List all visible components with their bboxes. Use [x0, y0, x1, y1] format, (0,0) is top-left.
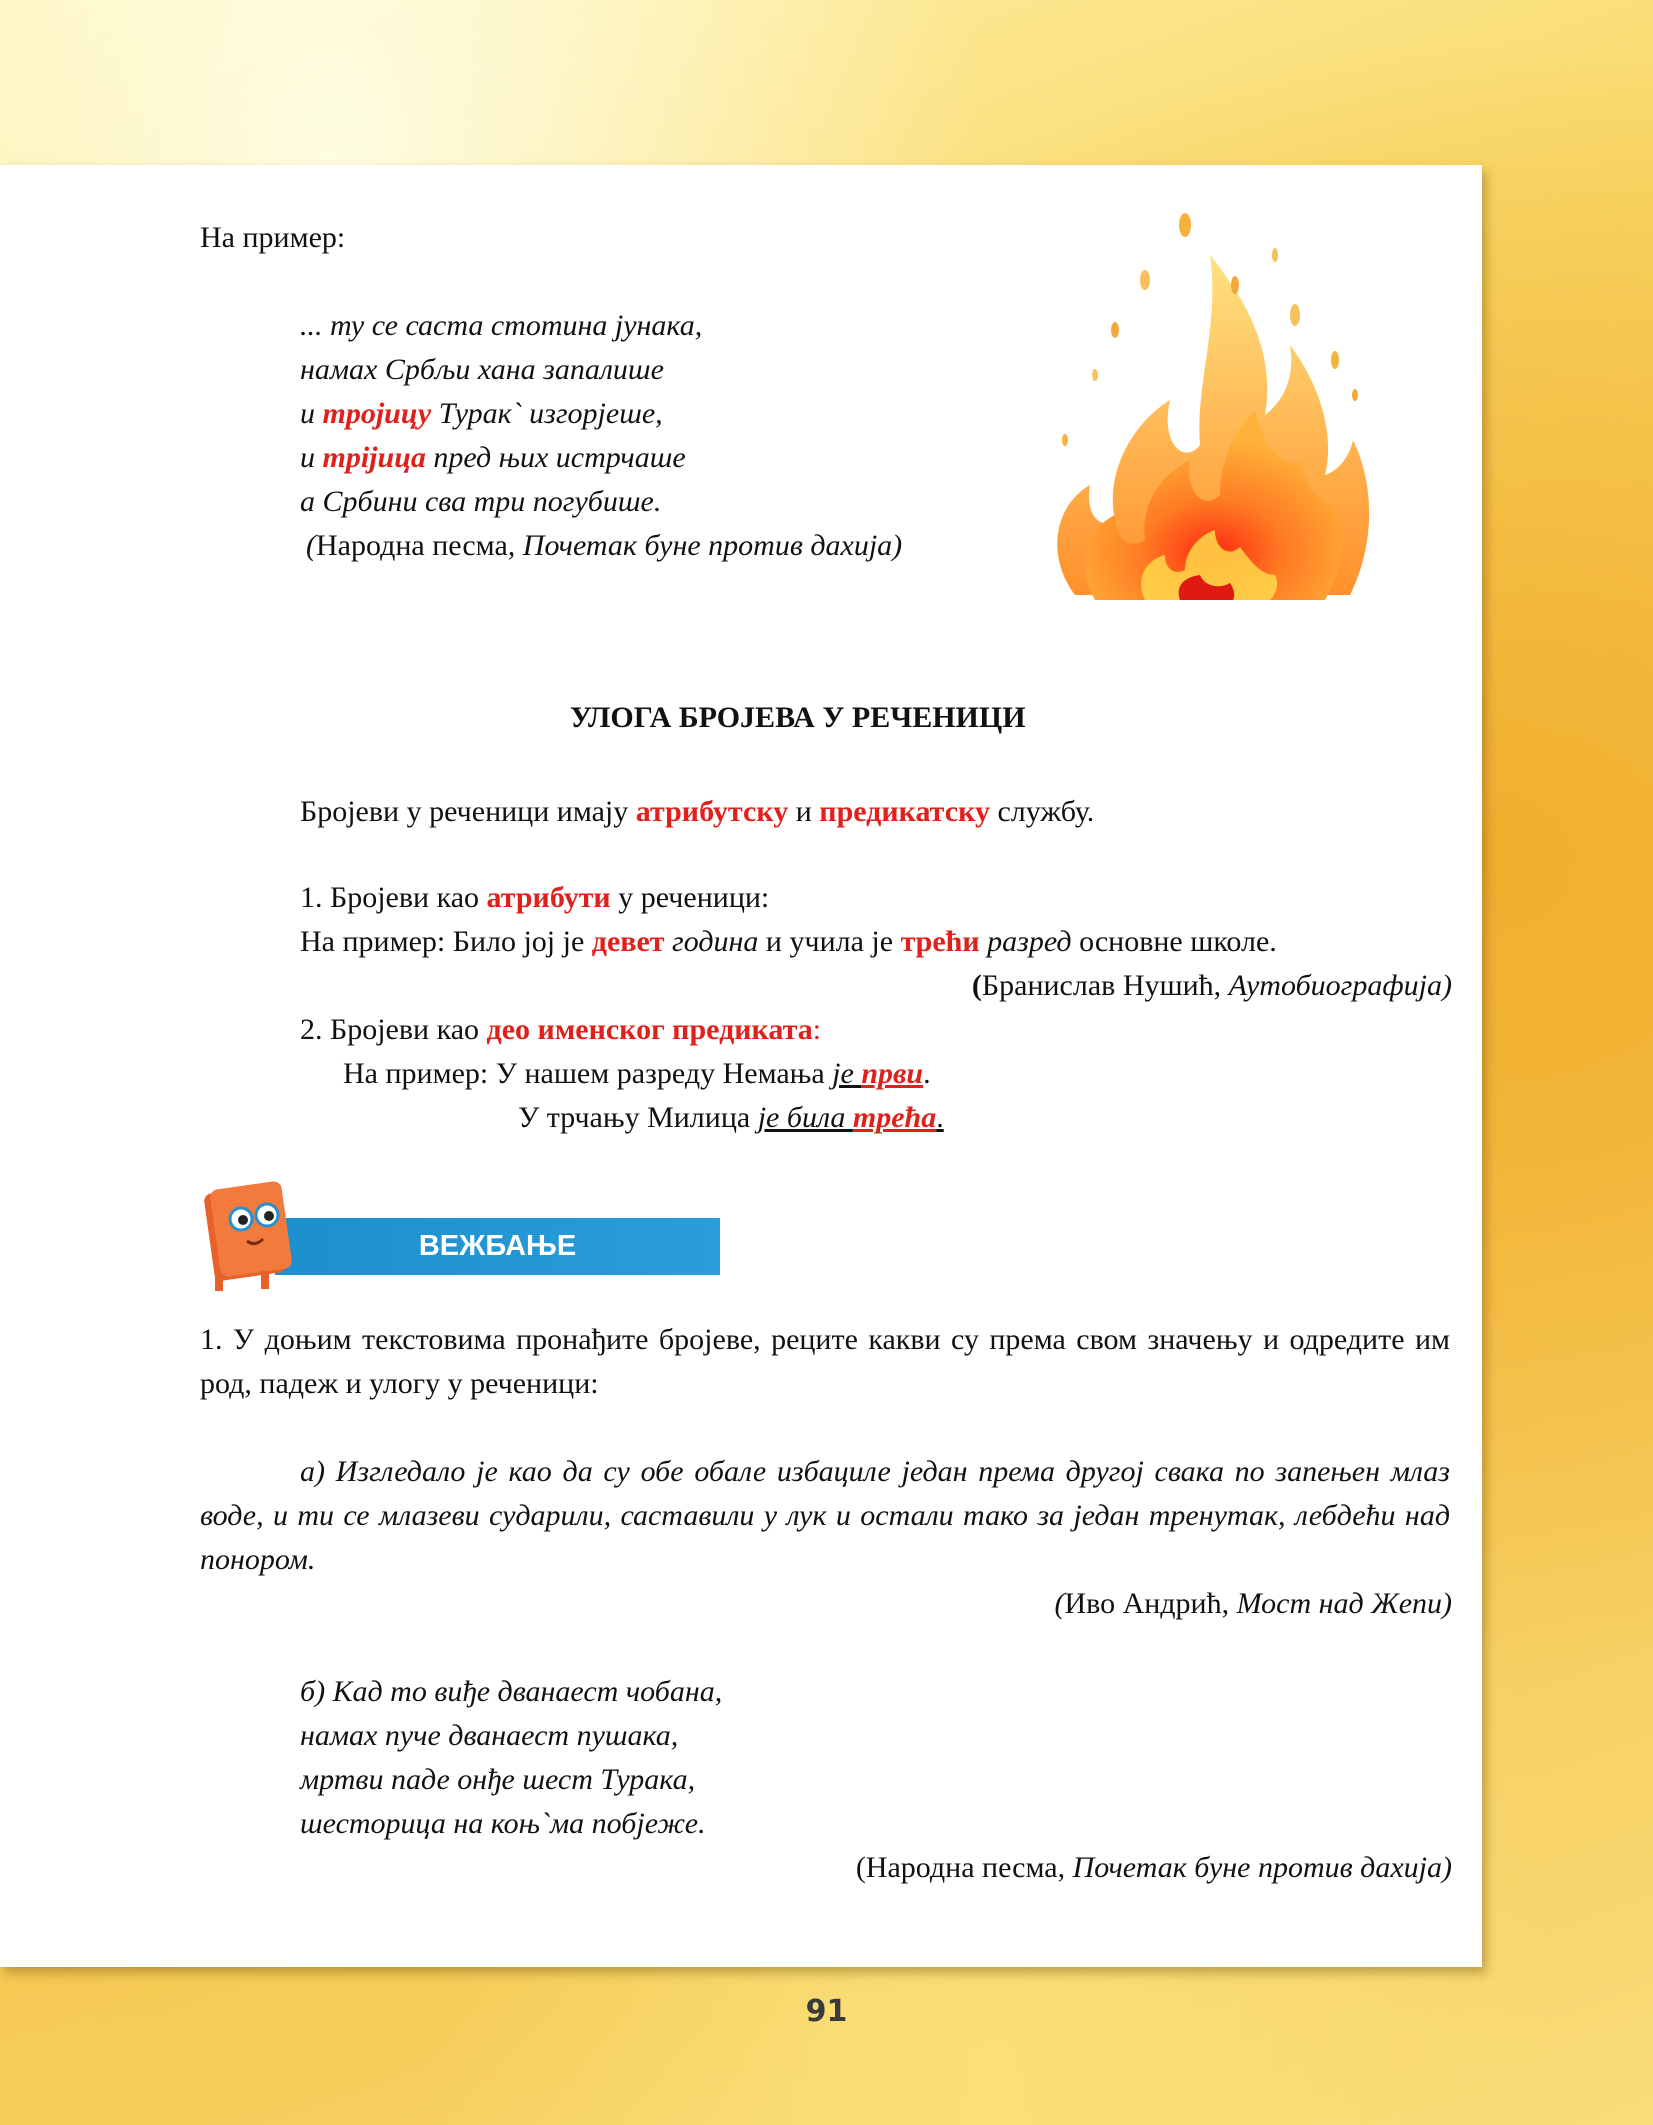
item2-example2: У трчању Милица је била трећа.: [518, 1101, 944, 1134]
page-number: 91: [805, 1994, 848, 2029]
item2-heading: 2. Бројеви као део именског предиката:: [300, 1013, 822, 1046]
section-paragraph: Бројеви у реченици имају атрибутску и предикатску службу.: [300, 795, 1095, 828]
exercise-task: 1. У доњим текстовима пронађите бројеве, реците какви су према свом значењу и одредите им род, падеж и улогу у реченици:: [200, 1323, 1450, 1400]
poem1-source: (Народна песма, Почетак буне против дахија): [306, 529, 903, 562]
poem1-line1: ... ту се саста стотина јунака,: [300, 309, 703, 342]
number-highlight: трijица: [322, 441, 426, 474]
exercise-a-source: (Иво Андрић, Мост над Жепи): [1054, 1587, 1452, 1620]
poem1-line2: намах Србљи хана запалише: [300, 353, 664, 386]
item1-heading: 1. Бројеви као атрибути у реченици:: [300, 881, 770, 914]
poem1-line3: и тројицу Турак` изгорјеше,: [300, 397, 663, 430]
exercise-b-line4: шесторица на коњ`ма побјеже.: [300, 1807, 706, 1840]
section-title: УЛОГА БРОЈЕВА У РЕЧЕНИЦИ: [570, 701, 1026, 734]
number-highlight: тројицу: [322, 397, 432, 430]
exercise-b-line1: б) Кад то виђе дванаест чобана,: [300, 1675, 723, 1708]
poem1-line4: и трijица пред њих истрчаше: [300, 441, 686, 474]
exercise-b-source: (Народна песма, Почетак буне против дахија): [855, 1851, 1452, 1884]
intro-text: На пример:: [200, 221, 346, 254]
exercise-b-line3: мртви паде онђе шест Турака,: [300, 1763, 696, 1796]
item1-example: На пример: Било јој је девет година и учила је трећи разред основне школе.: [300, 925, 1277, 958]
item1-source: (Бранислав Нушић, Аутобиографија): [971, 969, 1452, 1002]
exercise-banner-label: ВЕЖБАЊЕ: [418, 1230, 577, 1262]
book-mascot-icon: [195, 1175, 305, 1295]
poem1-line5: а Србини сва три погубише.: [300, 485, 662, 518]
fire-illustration: [1035, 185, 1395, 615]
exercise-banner: [195, 1175, 725, 1295]
item2-example1: На пример: У нашем разреду Немања је први.: [343, 1057, 931, 1090]
exercise-a-text: а) Изгледало је као да су обе обале избациле један према другој свака по запењен млаз воде, и ти се млазеви сударили, саставили у лук и остали тако за један тренутак, лебдећи над понором.: [200, 1455, 1450, 1576]
exercise-b-line2: намах пуче дванаест пушака,: [300, 1719, 679, 1752]
